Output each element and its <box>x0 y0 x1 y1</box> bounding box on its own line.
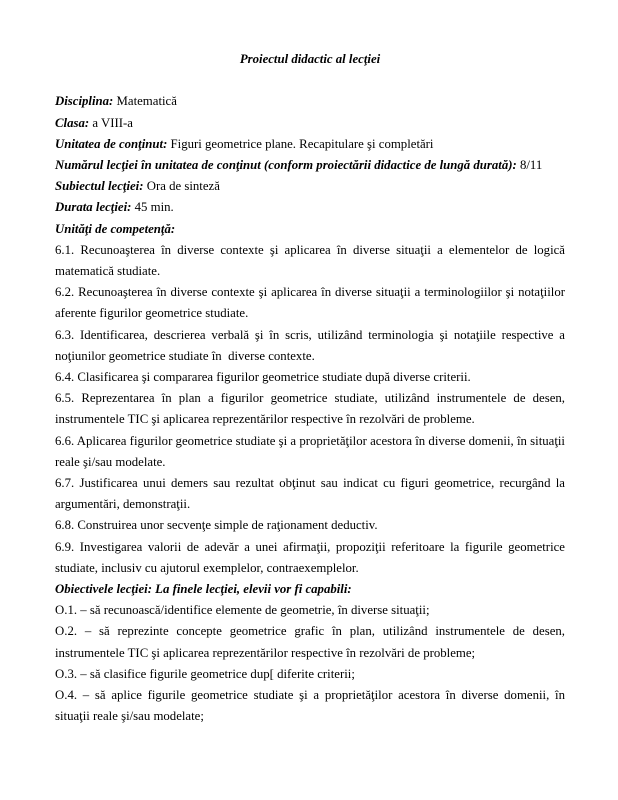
meta-label-subiectul: Subiectul lecţiei: <box>55 179 144 194</box>
meta-line-unitatea <box>55 134 565 155</box>
meta-label-numarul: Numărul lecţiei în unitatea de conţinut (conform proiectării didactice de lungă durată): <box>55 158 517 172</box>
competency-item-5: 6.5. Reprezentarea în plan a figurilor geometrice studiate, utilizând instrumentele de desen, instrumentele TIC şi aplicarea reprezentărilor respective în rezolvări de probleme. <box>55 391 565 427</box>
meta-value-numarul: 8/11 <box>516 158 543 172</box>
meta-line-disciplina <box>55 91 565 112</box>
meta-line-clasa <box>55 113 565 134</box>
competency-item-3: 6.3. Identificarea, descrierea verbală şi în scris, utilizând terminologia şi notaţiile respective a noţiunilor geometrice studiate în diverse contexte. <box>55 327 565 363</box>
meta-line-numarul <box>55 155 565 176</box>
meta-line-durata <box>55 197 565 218</box>
competency-heading: Unităţi de competenţă: <box>55 221 176 236</box>
objective-item-3: O.3. – să clasifice figurile geometrice dup[ diferite criterii; <box>55 666 355 681</box>
meta-line-subiectul <box>55 176 565 197</box>
meta-label-durata: Durata lecţiei: <box>55 200 132 215</box>
meta-label-disciplina: Disciplina: <box>55 94 114 109</box>
meta-value-subiectul: Ora de sinteză <box>143 179 220 194</box>
meta-value-durata: 45 min. <box>131 200 174 215</box>
objective-item-2: O.2. – să reprezinte concepte geometrice grafic în plan, utilizând instrumentele de desen, instrumentele TIC şi aplicarea reprezentărilor respective în rezolvări de probleme; <box>55 624 565 660</box>
competency-item-9: 6.9. Investigarea valorii de adevăr a unei afirmaţii, propoziţii referitoare la figurile geometrice studiate, inclusiv cu ajutorul exemplelor, contraexemplelor. <box>55 539 565 575</box>
competency-item-7: 6.7. Justificarea unui demers sau rezultat obţinut sau indicat cu figuri geometrice, recurgând la argumentări, demonstraţii. <box>55 476 565 512</box>
objective-item-4: O.4. – să aplice figurile geometrice studiate şi a proprietăţilor acestora în diverse domenii, în situaţii reale şi/sau modelate; <box>55 688 565 724</box>
meta-value-clasa: a VIII-a <box>89 115 133 130</box>
meta-label-unitatea: Unitatea de conţinut: <box>55 136 168 151</box>
meta-label-clasa: Clasa: <box>55 115 90 130</box>
competency-item-2: 6.2. Recunoaşterea în diverse contexte şi aplicarea în diverse situaţii a terminologiilor şi notaţiilor aferente figurilor geometrice studiate. <box>55 285 565 321</box>
competency-item-8: 6.8. Construirea unor secvenţe simple de raţionament deductiv. <box>55 518 378 533</box>
meta-value-disciplina: Matematică <box>113 94 177 109</box>
document-title: Proiectul didactic al lecţiei <box>239 52 381 66</box>
objective-item-1: O.1. – să recunoască/identifice elemente de geometrie, în diverse situaţii; <box>55 603 430 618</box>
competency-item-4: 6.4. Clasificarea şi compararea figurilor geometrice studiate după diverse criterii. <box>55 370 471 385</box>
meta-value-unitatea: Figuri geometrice plane. Recapitulare şi completări <box>167 136 434 151</box>
competency-item-1: 6.1. Recunoaşterea în diverse contexte şi aplicarea în diverse situaţii a elementelor de logică matematică studiate. <box>55 242 565 279</box>
objectives-heading: Obiectivele lecţiei: La finele lecţiei, elevii vor fi capabili: <box>55 582 352 597</box>
competency-item-6: 6.6. Aplicarea figurilor geometrice studiate şi a proprietăţilor acestora în diverse domenii, în situaţii reale şi/sau modelate. <box>55 433 565 469</box>
